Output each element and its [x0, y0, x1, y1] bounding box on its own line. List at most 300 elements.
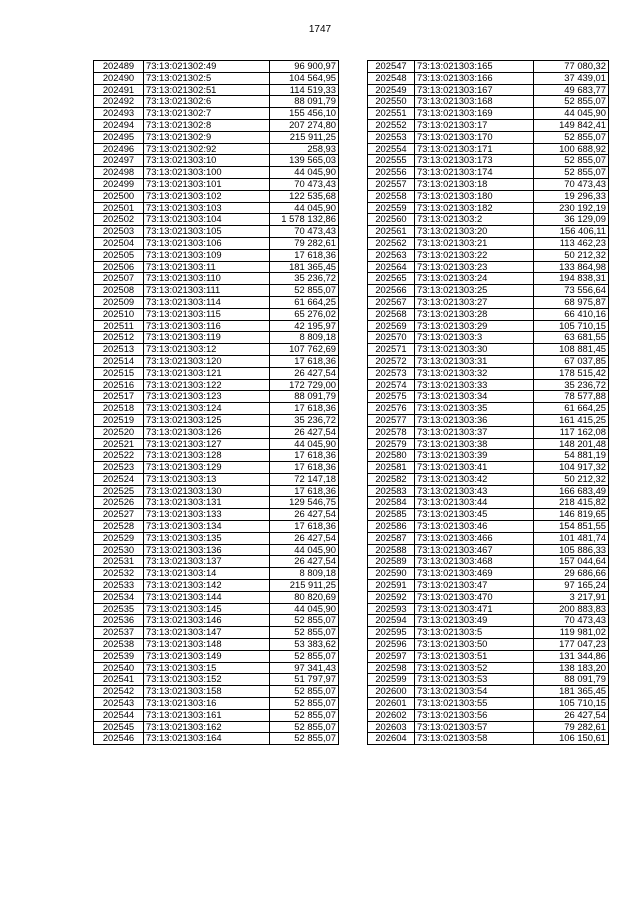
value-cell: 52 855,07 — [534, 155, 609, 167]
cadastral-number-cell: 73:13:021303:46 — [415, 521, 534, 533]
row-number-cell: 202548 — [368, 72, 415, 84]
cadastral-number-cell: 73:13:021303:57 — [415, 721, 534, 733]
table-row — [368, 450, 609, 462]
table-row — [368, 414, 609, 426]
cadastral-number-cell: 73:13:021303:145 — [144, 603, 270, 615]
value-cell: 119 981,02 — [534, 627, 609, 639]
cadastral-number-cell: 73:13:021303:109 — [144, 249, 270, 261]
value-cell: 51 797,97 — [270, 674, 339, 686]
value-cell: 258,93 — [270, 143, 339, 155]
row-number-cell: 202568 — [368, 308, 415, 320]
value-cell: 26 427,54 — [270, 556, 339, 568]
value-cell: 63 681,55 — [534, 332, 609, 344]
row-number-cell: 202512 — [94, 332, 144, 344]
cadastral-number-cell: 73:13:021303:174 — [415, 167, 534, 179]
cadastral-number-cell: 73:13:021303:180 — [415, 190, 534, 202]
row-number-cell: 202508 — [94, 285, 144, 297]
cadastral-number-cell: 73:13:021303:144 — [144, 591, 270, 603]
cadastral-number-cell: 73:13:021303:16 — [144, 698, 270, 710]
value-cell: 73 556,64 — [534, 285, 609, 297]
table-row — [94, 686, 339, 698]
table-row — [368, 603, 609, 615]
cadastral-number-cell: 73:13:021303:2 — [415, 214, 534, 226]
table-row — [94, 143, 339, 155]
table-row — [94, 674, 339, 686]
table-row — [94, 84, 339, 96]
cadastral-number-cell: 73:13:021303:47 — [415, 580, 534, 592]
table-row — [94, 261, 339, 273]
value-cell: 88 091,79 — [270, 391, 339, 403]
value-cell: 44 045,90 — [270, 603, 339, 615]
value-cell: 80 820,69 — [270, 591, 339, 603]
value-cell: 105 886,33 — [534, 544, 609, 556]
table-row — [94, 308, 339, 320]
cadastral-number-cell: 73:13:021303:114 — [144, 296, 270, 308]
row-number-cell: 202566 — [368, 285, 415, 297]
row-number-cell: 202513 — [94, 344, 144, 356]
table-row — [368, 544, 609, 556]
row-number-cell: 202596 — [368, 639, 415, 651]
value-cell: 61 664,25 — [270, 296, 339, 308]
value-cell: 161 415,25 — [534, 414, 609, 426]
cadastral-number-cell: 73:13:021303:14 — [144, 568, 270, 580]
value-cell: 44 045,90 — [270, 544, 339, 556]
table-row — [94, 650, 339, 662]
value-cell: 100 688,92 — [534, 143, 609, 155]
value-cell: 52 855,07 — [270, 698, 339, 710]
row-number-cell: 202569 — [368, 320, 415, 332]
value-cell: 35 236,72 — [270, 414, 339, 426]
value-cell: 17 618,36 — [270, 450, 339, 462]
table-row — [94, 473, 339, 485]
row-number-cell: 202603 — [368, 721, 415, 733]
table-row — [368, 155, 609, 167]
table-row — [94, 320, 339, 332]
row-number-cell: 202523 — [94, 462, 144, 474]
value-cell: 108 881,45 — [534, 344, 609, 356]
value-cell: 36 129,09 — [534, 214, 609, 226]
row-number-cell: 202587 — [368, 532, 415, 544]
cadastral-number-cell: 73:13:021303:31 — [415, 355, 534, 367]
table-row — [368, 108, 609, 120]
value-cell: 44 045,90 — [270, 438, 339, 450]
row-number-cell: 202522 — [94, 450, 144, 462]
cadastral-number-cell: 73:13:021303:161 — [144, 709, 270, 721]
table-row — [368, 84, 609, 96]
value-cell: 70 473,43 — [270, 226, 339, 238]
cadastral-number-cell: 73:13:021303:54 — [415, 686, 534, 698]
table-row — [94, 450, 339, 462]
cadastral-number-cell: 73:13:021303:13 — [144, 473, 270, 485]
value-cell: 37 439,01 — [534, 72, 609, 84]
value-cell: 149 842,41 — [534, 119, 609, 131]
table-row — [368, 497, 609, 509]
table-row — [368, 367, 609, 379]
row-number-cell: 202557 — [368, 178, 415, 190]
table-row — [94, 226, 339, 238]
value-cell: 105 710,15 — [534, 698, 609, 710]
cadastral-number-cell: 73:13:021303:131 — [144, 497, 270, 509]
cadastral-number-cell: 73:13:021303:134 — [144, 521, 270, 533]
row-number-cell: 202584 — [368, 497, 415, 509]
row-number-cell: 202495 — [94, 131, 144, 143]
cadastral-number-cell: 73:13:021303:120 — [144, 355, 270, 367]
row-number-cell: 202519 — [94, 414, 144, 426]
row-number-cell: 202544 — [94, 709, 144, 721]
cadastral-number-cell: 73:13:021303:44 — [415, 497, 534, 509]
row-number-cell: 202533 — [94, 580, 144, 592]
table-row — [94, 202, 339, 214]
table-row — [368, 178, 609, 190]
table-row — [368, 438, 609, 450]
table-row — [368, 650, 609, 662]
table-row — [368, 190, 609, 202]
row-number-cell: 202492 — [94, 96, 144, 108]
cadastral-number-cell: 73:13:021303:10 — [144, 155, 270, 167]
value-cell: 52 855,07 — [270, 733, 339, 745]
table-row — [368, 332, 609, 344]
cadastral-number-cell: 73:13:021303:137 — [144, 556, 270, 568]
table-row — [368, 709, 609, 721]
row-number-cell: 202514 — [94, 355, 144, 367]
row-number-cell: 202580 — [368, 450, 415, 462]
cadastral-number-cell: 73:13:021303:53 — [415, 674, 534, 686]
cadastral-number-cell: 73:13:021303:167 — [415, 84, 534, 96]
row-number-cell: 202556 — [368, 167, 415, 179]
value-cell: 19 296,33 — [534, 190, 609, 202]
table-row — [94, 249, 339, 261]
table-right — [367, 60, 609, 745]
row-number-cell: 202536 — [94, 615, 144, 627]
value-cell: 104 564,95 — [270, 72, 339, 84]
value-cell: 200 883,83 — [534, 603, 609, 615]
table-row — [94, 108, 339, 120]
value-cell: 44 045,90 — [270, 167, 339, 179]
value-cell: 77 080,32 — [534, 61, 609, 73]
table-row — [368, 202, 609, 214]
value-cell: 78 577,88 — [534, 391, 609, 403]
table-row — [368, 249, 609, 261]
table-row — [94, 379, 339, 391]
cadastral-number-cell: 73:13:021303:49 — [415, 615, 534, 627]
table-row — [368, 214, 609, 226]
value-cell: 8 809,18 — [270, 332, 339, 344]
table-row — [368, 733, 609, 745]
table-row — [368, 61, 609, 73]
row-number-cell: 202532 — [94, 568, 144, 580]
table-row — [368, 556, 609, 568]
row-number-cell: 202555 — [368, 155, 415, 167]
table-row — [368, 391, 609, 403]
cadastral-number-cell: 73:13:021303:147 — [144, 627, 270, 639]
cadastral-number-cell: 73:13:021302:7 — [144, 108, 270, 120]
value-cell: 66 410,16 — [534, 308, 609, 320]
row-number-cell: 202550 — [368, 96, 415, 108]
table-row — [94, 509, 339, 521]
cadastral-number-cell: 73:13:021303:12 — [144, 344, 270, 356]
table-row — [94, 72, 339, 84]
row-number-cell: 202589 — [368, 556, 415, 568]
row-number-cell: 202565 — [368, 273, 415, 285]
cadastral-number-cell: 73:13:021303:164 — [144, 733, 270, 745]
cadastral-number-cell: 73:13:021303:146 — [144, 615, 270, 627]
value-cell: 177 047,23 — [534, 639, 609, 651]
value-cell: 146 819,65 — [534, 509, 609, 521]
row-number-cell: 202491 — [94, 84, 144, 96]
value-cell: 52 855,07 — [270, 721, 339, 733]
cadastral-number-cell: 73:13:021303:470 — [415, 591, 534, 603]
table-row — [94, 296, 339, 308]
cadastral-number-cell: 73:13:021302:49 — [144, 61, 270, 73]
cadastral-number-cell: 73:13:021303:38 — [415, 438, 534, 450]
cadastral-number-cell: 73:13:021303:469 — [415, 568, 534, 580]
cadastral-number-cell: 73:13:021303:18 — [415, 178, 534, 190]
row-number-cell: 202583 — [368, 485, 415, 497]
cadastral-number-cell: 73:13:021303:165 — [415, 61, 534, 73]
row-number-cell: 202538 — [94, 639, 144, 651]
row-number-cell: 202500 — [94, 190, 144, 202]
row-number-cell: 202593 — [368, 603, 415, 615]
cadastral-number-cell: 73:13:021303:45 — [415, 509, 534, 521]
table-row — [368, 296, 609, 308]
table-row — [94, 544, 339, 556]
cadastral-number-cell: 73:13:021303:182 — [415, 202, 534, 214]
cadastral-number-cell: 73:13:021303:15 — [144, 662, 270, 674]
table-row — [94, 155, 339, 167]
cadastral-number-cell: 73:13:021303:41 — [415, 462, 534, 474]
cadastral-number-cell: 73:13:021303:43 — [415, 485, 534, 497]
cadastral-number-cell: 73:13:021303:162 — [144, 721, 270, 733]
value-cell: 52 855,07 — [534, 131, 609, 143]
table-left — [93, 60, 339, 745]
value-cell: 79 282,61 — [534, 721, 609, 733]
cadastral-number-cell: 73:13:021303:34 — [415, 391, 534, 403]
value-cell: 139 565,03 — [270, 155, 339, 167]
cadastral-number-cell: 73:13:021303:30 — [415, 344, 534, 356]
table-row — [94, 438, 339, 450]
cadastral-number-cell: 73:13:021303:52 — [415, 662, 534, 674]
table-row — [94, 462, 339, 474]
row-number-cell: 202498 — [94, 167, 144, 179]
row-number-cell: 202559 — [368, 202, 415, 214]
cadastral-number-cell: 73:13:021303:42 — [415, 473, 534, 485]
cadastral-number-cell: 73:13:021303:39 — [415, 450, 534, 462]
cadastral-number-cell: 73:13:021302:8 — [144, 119, 270, 131]
row-number-cell: 202540 — [94, 662, 144, 674]
value-cell: 113 462,23 — [534, 237, 609, 249]
row-number-cell: 202602 — [368, 709, 415, 721]
table-row — [94, 332, 339, 344]
row-number-cell: 202524 — [94, 473, 144, 485]
table-row — [94, 391, 339, 403]
cadastral-number-cell: 73:13:021303:23 — [415, 261, 534, 273]
value-cell: 138 183,20 — [534, 662, 609, 674]
row-number-cell: 202588 — [368, 544, 415, 556]
value-cell: 53 383,62 — [270, 639, 339, 651]
cadastral-number-cell: 73:13:021303:3 — [415, 332, 534, 344]
row-number-cell: 202604 — [368, 733, 415, 745]
value-cell: 117 162,08 — [534, 426, 609, 438]
cadastral-number-cell: 73:13:021303:149 — [144, 650, 270, 662]
value-cell: 172 729,00 — [270, 379, 339, 391]
row-number-cell: 202597 — [368, 650, 415, 662]
row-number-cell: 202541 — [94, 674, 144, 686]
table-row — [94, 591, 339, 603]
cadastral-number-cell: 73:13:021303:466 — [415, 532, 534, 544]
table-row — [368, 627, 609, 639]
row-number-cell: 202489 — [94, 61, 144, 73]
row-number-cell: 202525 — [94, 485, 144, 497]
table-row — [94, 403, 339, 415]
cadastral-number-cell: 73:13:021303:169 — [415, 108, 534, 120]
value-cell: 52 855,07 — [270, 627, 339, 639]
cadastral-number-cell: 73:13:021303:28 — [415, 308, 534, 320]
value-cell: 106 150,61 — [534, 733, 609, 745]
value-cell: 181 365,45 — [534, 686, 609, 698]
cadastral-number-cell: 73:13:021303:102 — [144, 190, 270, 202]
row-number-cell: 202511 — [94, 320, 144, 332]
value-cell: 215 911,25 — [270, 131, 339, 143]
value-cell: 154 851,55 — [534, 521, 609, 533]
cadastral-number-cell: 73:13:021303:104 — [144, 214, 270, 226]
row-number-cell: 202563 — [368, 249, 415, 261]
value-cell: 52 855,07 — [534, 167, 609, 179]
table-row — [94, 532, 339, 544]
table-row — [94, 615, 339, 627]
cadastral-number-cell: 73:13:021303:27 — [415, 296, 534, 308]
table-row — [94, 367, 339, 379]
value-cell: 157 044,64 — [534, 556, 609, 568]
cadastral-number-cell: 73:13:021303:111 — [144, 285, 270, 297]
value-cell: 107 762,69 — [270, 344, 339, 356]
table-row — [368, 72, 609, 84]
row-number-cell: 202501 — [94, 202, 144, 214]
table-row — [94, 580, 339, 592]
table-row — [94, 414, 339, 426]
cadastral-number-cell: 73:13:021303:124 — [144, 403, 270, 415]
row-number-cell: 202530 — [94, 544, 144, 556]
cadastral-number-cell: 73:13:021303:5 — [415, 627, 534, 639]
row-number-cell: 202543 — [94, 698, 144, 710]
table-row — [94, 485, 339, 497]
value-cell: 3 217,91 — [534, 591, 609, 603]
cadastral-number-cell: 73:13:021303:173 — [415, 155, 534, 167]
value-cell: 35 236,72 — [270, 273, 339, 285]
table-row — [94, 96, 339, 108]
value-cell: 42 195,97 — [270, 320, 339, 332]
table-row — [94, 273, 339, 285]
table-row — [94, 709, 339, 721]
row-number-cell: 202577 — [368, 414, 415, 426]
table-row — [368, 698, 609, 710]
cadastral-number-cell: 73:13:021303:158 — [144, 686, 270, 698]
table-row — [368, 237, 609, 249]
value-cell: 70 473,43 — [534, 178, 609, 190]
row-number-cell: 202549 — [368, 84, 415, 96]
cadastral-number-cell: 73:13:021303:142 — [144, 580, 270, 592]
cadastral-number-cell: 73:13:021303:168 — [415, 96, 534, 108]
value-cell: 148 201,48 — [534, 438, 609, 450]
row-number-cell: 202520 — [94, 426, 144, 438]
value-cell: 88 091,79 — [270, 96, 339, 108]
cadastral-number-cell: 73:13:021303:471 — [415, 603, 534, 615]
cadastral-number-cell: 73:13:021303:123 — [144, 391, 270, 403]
row-number-cell: 202567 — [368, 296, 415, 308]
cadastral-number-cell: 73:13:021302:51 — [144, 84, 270, 96]
value-cell: 17 618,36 — [270, 403, 339, 415]
value-cell: 52 855,07 — [534, 96, 609, 108]
row-number-cell: 202590 — [368, 568, 415, 580]
row-number-cell: 202507 — [94, 273, 144, 285]
row-number-cell: 202594 — [368, 615, 415, 627]
cadastral-number-cell: 73:13:021303:105 — [144, 226, 270, 238]
value-cell: 131 344,86 — [534, 650, 609, 662]
table-row — [94, 214, 339, 226]
value-cell: 67 037,85 — [534, 355, 609, 367]
cadastral-number-cell: 73:13:021303:133 — [144, 509, 270, 521]
value-cell: 101 481,74 — [534, 532, 609, 544]
value-cell: 26 427,54 — [270, 426, 339, 438]
cadastral-number-cell: 73:13:021303:128 — [144, 450, 270, 462]
value-cell: 17 618,36 — [270, 521, 339, 533]
value-cell: 181 365,45 — [270, 261, 339, 273]
table-row — [94, 698, 339, 710]
cadastral-number-cell: 73:13:021303:33 — [415, 379, 534, 391]
table-row — [368, 119, 609, 131]
row-number-cell: 202592 — [368, 591, 415, 603]
cadastral-number-cell: 73:13:021303:25 — [415, 285, 534, 297]
table-row — [368, 615, 609, 627]
row-number-cell: 202529 — [94, 532, 144, 544]
cadastral-number-cell: 73:13:021303:121 — [144, 367, 270, 379]
cadastral-number-cell: 73:13:021302:9 — [144, 131, 270, 143]
cadastral-number-cell: 73:13:021303:170 — [415, 131, 534, 143]
row-number-cell: 202591 — [368, 580, 415, 592]
value-cell: 70 473,43 — [270, 178, 339, 190]
value-cell: 79 282,61 — [270, 237, 339, 249]
row-number-cell: 202570 — [368, 332, 415, 344]
table-row — [94, 131, 339, 143]
cadastral-number-cell: 73:13:021303:100 — [144, 167, 270, 179]
row-number-cell: 202515 — [94, 367, 144, 379]
table-row — [368, 662, 609, 674]
row-number-cell: 202582 — [368, 473, 415, 485]
row-number-cell: 202545 — [94, 721, 144, 733]
value-cell: 8 809,18 — [270, 568, 339, 580]
value-cell: 156 406,11 — [534, 226, 609, 238]
table-row — [94, 556, 339, 568]
cadastral-number-cell: 73:13:021303:36 — [415, 414, 534, 426]
cadastral-number-cell: 73:13:021303:171 — [415, 143, 534, 155]
table-row — [368, 261, 609, 273]
cadastral-number-cell: 73:13:021303:22 — [415, 249, 534, 261]
table-row — [94, 639, 339, 651]
value-cell: 26 427,54 — [270, 509, 339, 521]
cadastral-number-cell: 73:13:021302:5 — [144, 72, 270, 84]
table-row — [368, 462, 609, 474]
value-cell: 1 578 132,86 — [270, 214, 339, 226]
row-number-cell: 202496 — [94, 143, 144, 155]
value-cell: 50 212,32 — [534, 473, 609, 485]
row-number-cell: 202518 — [94, 403, 144, 415]
cadastral-number-cell: 73:13:021303:122 — [144, 379, 270, 391]
table-row — [94, 178, 339, 190]
table-row — [368, 96, 609, 108]
cadastral-number-cell: 73:13:021302:92 — [144, 143, 270, 155]
table-row — [94, 61, 339, 73]
value-cell: 218 415,82 — [534, 497, 609, 509]
cadastral-number-cell: 73:13:021303:125 — [144, 414, 270, 426]
